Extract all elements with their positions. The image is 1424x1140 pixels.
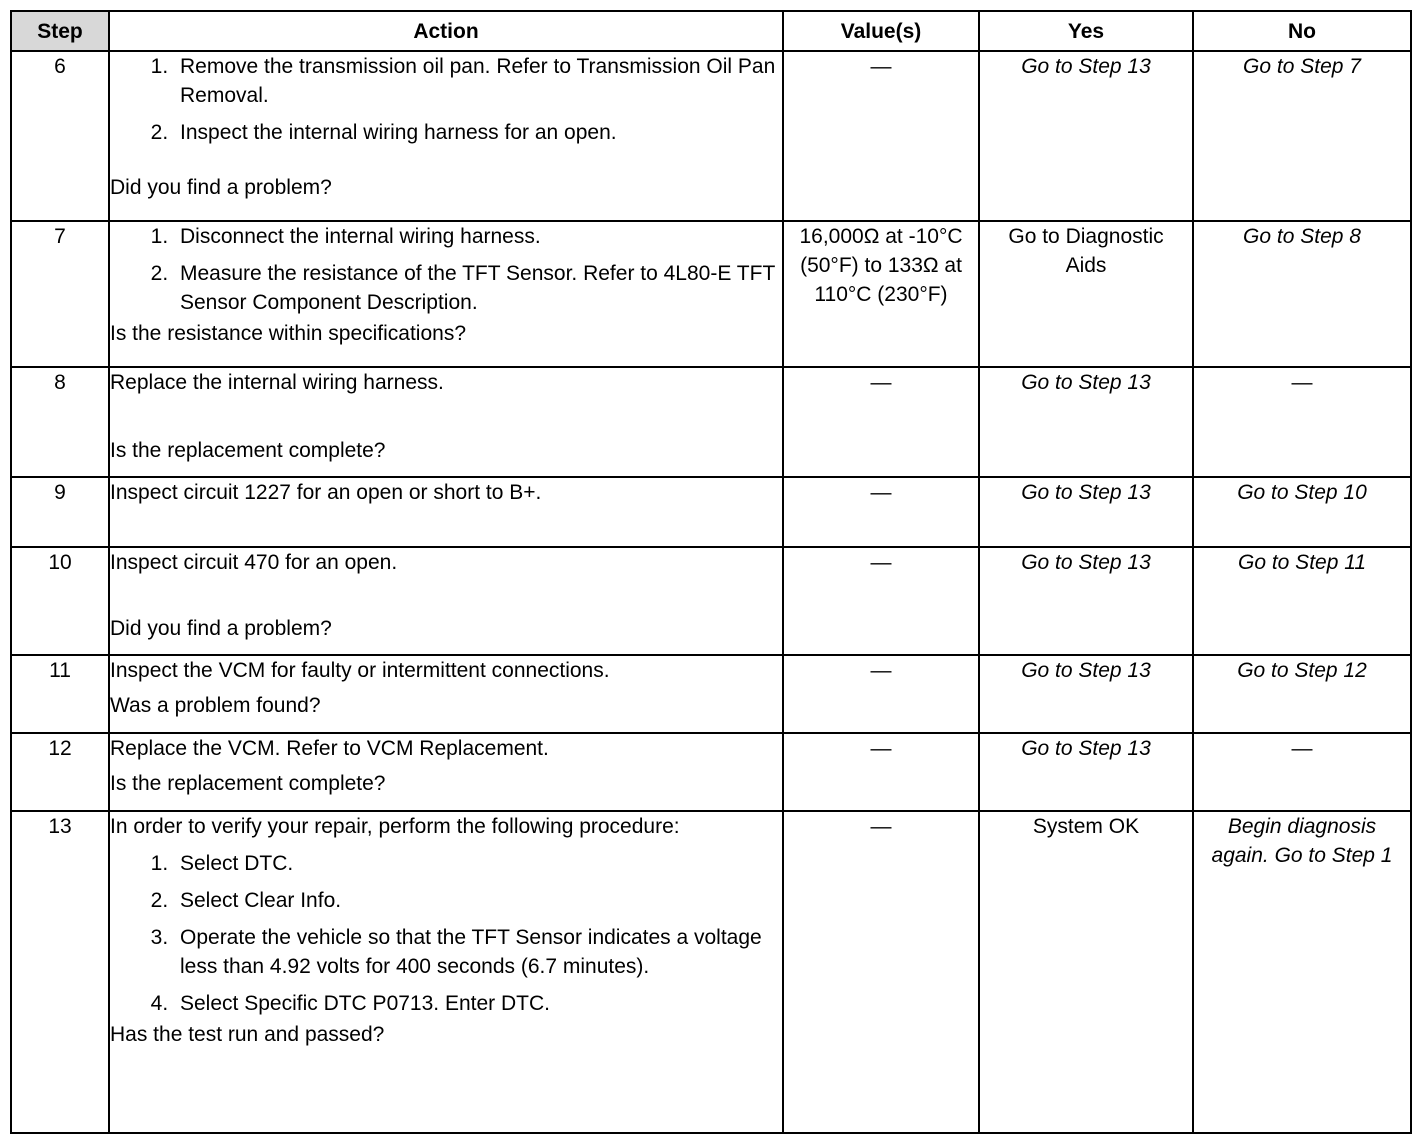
step-number: 8 (11, 367, 109, 477)
no-link[interactable]: Go to Step 8 (1193, 221, 1411, 367)
action-cell (109, 51, 783, 221)
action-cell (109, 733, 783, 811)
procedure-list (110, 849, 782, 1018)
no-link[interactable]: Go to Step 10 (1193, 477, 1411, 547)
procedure-list (110, 52, 782, 147)
value-text: 16,000Ω at -10°C (50°F) to 133Ω at 110°C (230°F) (799, 225, 963, 306)
value-cell (783, 811, 979, 1133)
yes-link[interactable]: Go to Step 13 (979, 733, 1193, 811)
action-question: Did you find a problem? (110, 617, 332, 640)
procedure-item: 2. Select Clear Info. (174, 886, 782, 915)
no-value: — (1193, 367, 1411, 477)
step-number: 7 (11, 221, 109, 367)
value-cell (783, 655, 979, 733)
action-text: Inspect the VCM for faulty or intermittent connections. (110, 659, 610, 682)
header-row (11, 11, 1411, 51)
step-number: 9 (11, 477, 109, 547)
action-question: Was a problem found? (110, 694, 321, 717)
yes-link[interactable]: Go to Step 13 (979, 367, 1193, 477)
table-row (11, 51, 1411, 221)
action-text: Replace the internal wiring harness. (110, 371, 444, 394)
value-cell (783, 547, 979, 655)
action-question: Did you find a problem? (110, 176, 332, 199)
yes-link[interactable]: Go to Step 13 (979, 547, 1193, 655)
yes-link[interactable]: Go to Step 13 (979, 655, 1193, 733)
action-cell (109, 655, 783, 733)
yes-header: Yes (979, 11, 1193, 51)
action-question: Has the test run and passed? (110, 1023, 385, 1046)
step-number: 12 (11, 733, 109, 811)
table-row (11, 733, 1411, 811)
action-question: Is the resistance within specifications? (110, 322, 467, 345)
table-row (11, 367, 1411, 477)
action-cell (109, 477, 783, 547)
table-row (11, 811, 1411, 1133)
no-link[interactable]: Go to Step 12 (1193, 655, 1411, 733)
procedure-item: 1. Select DTC. (174, 849, 782, 878)
value-cell (783, 221, 979, 367)
action-text: Replace the VCM. Refer to VCM Replacement. (110, 737, 549, 760)
step-number: 6 (11, 51, 109, 221)
value-text: — (870, 815, 892, 838)
action-cell (109, 367, 783, 477)
action-question: Is the replacement complete? (110, 439, 386, 462)
action-header: Action (109, 11, 783, 51)
no-header: No (1193, 11, 1411, 51)
yes-result: System OK (979, 811, 1193, 1133)
yes-link[interactable]: Go to Diagnostic Aids (979, 221, 1193, 367)
procedure-item: 1. Remove the transmission oil pan. Refer to Transmission Oil Pan Removal. (174, 52, 782, 110)
value-text: — (870, 659, 892, 682)
no-link[interactable]: Go to Step 7 (1193, 51, 1411, 221)
action-cell (109, 547, 783, 655)
action-question: Is the replacement complete? (110, 772, 386, 795)
action-cell (109, 221, 783, 367)
value-text: — (870, 371, 892, 394)
yes-link[interactable]: Go to Step 13 (979, 477, 1193, 547)
diagnostic-table (10, 10, 1412, 1134)
procedure-item: 2. Measure the resistance of the TFT Sensor. Refer to 4L80-E TFT Sensor Component Description. (174, 259, 782, 317)
no-value: — (1193, 733, 1411, 811)
procedure-item: 2. Inspect the internal wiring harness for an open. (174, 118, 782, 147)
value-text: — (870, 737, 892, 760)
table-row (11, 655, 1411, 733)
no-link[interactable]: Go to Step 11 (1193, 547, 1411, 655)
step-number: 13 (11, 811, 109, 1133)
value-cell (783, 367, 979, 477)
table-row (11, 477, 1411, 547)
step-header: Step (11, 11, 109, 51)
no-link[interactable]: Begin diagnosis again. Go to Step 1 (1193, 811, 1411, 1133)
table-row (11, 547, 1411, 655)
action-text: Inspect circuit 470 for an open. (110, 551, 398, 574)
procedure-list (110, 222, 782, 317)
procedure-item: 4. Select Specific DTC P0713. Enter DTC. (174, 989, 782, 1018)
procedure-item: 3. Operate the vehicle so that the TFT Sensor indicates a voltage less than 4.92 volts for 400 seconds (6.7 minutes). (174, 923, 782, 981)
yes-link[interactable]: Go to Step 13 (979, 51, 1193, 221)
action-cell (109, 811, 783, 1133)
step-number: 10 (11, 547, 109, 655)
value-text: — (870, 551, 892, 574)
procedure-item: 1. Disconnect the internal wiring harness. (174, 222, 782, 251)
value-cell (783, 733, 979, 811)
value-cell (783, 51, 979, 221)
table-row (11, 221, 1411, 367)
action-text: In order to verify your repair, perform the following procedure: (110, 815, 680, 838)
value-text: — (870, 481, 892, 504)
step-number: 11 (11, 655, 109, 733)
values-header: Value(s) (783, 11, 979, 51)
value-text: — (870, 55, 892, 78)
action-text: Inspect circuit 1227 for an open or short to B+. (110, 481, 542, 504)
value-cell (783, 477, 979, 547)
